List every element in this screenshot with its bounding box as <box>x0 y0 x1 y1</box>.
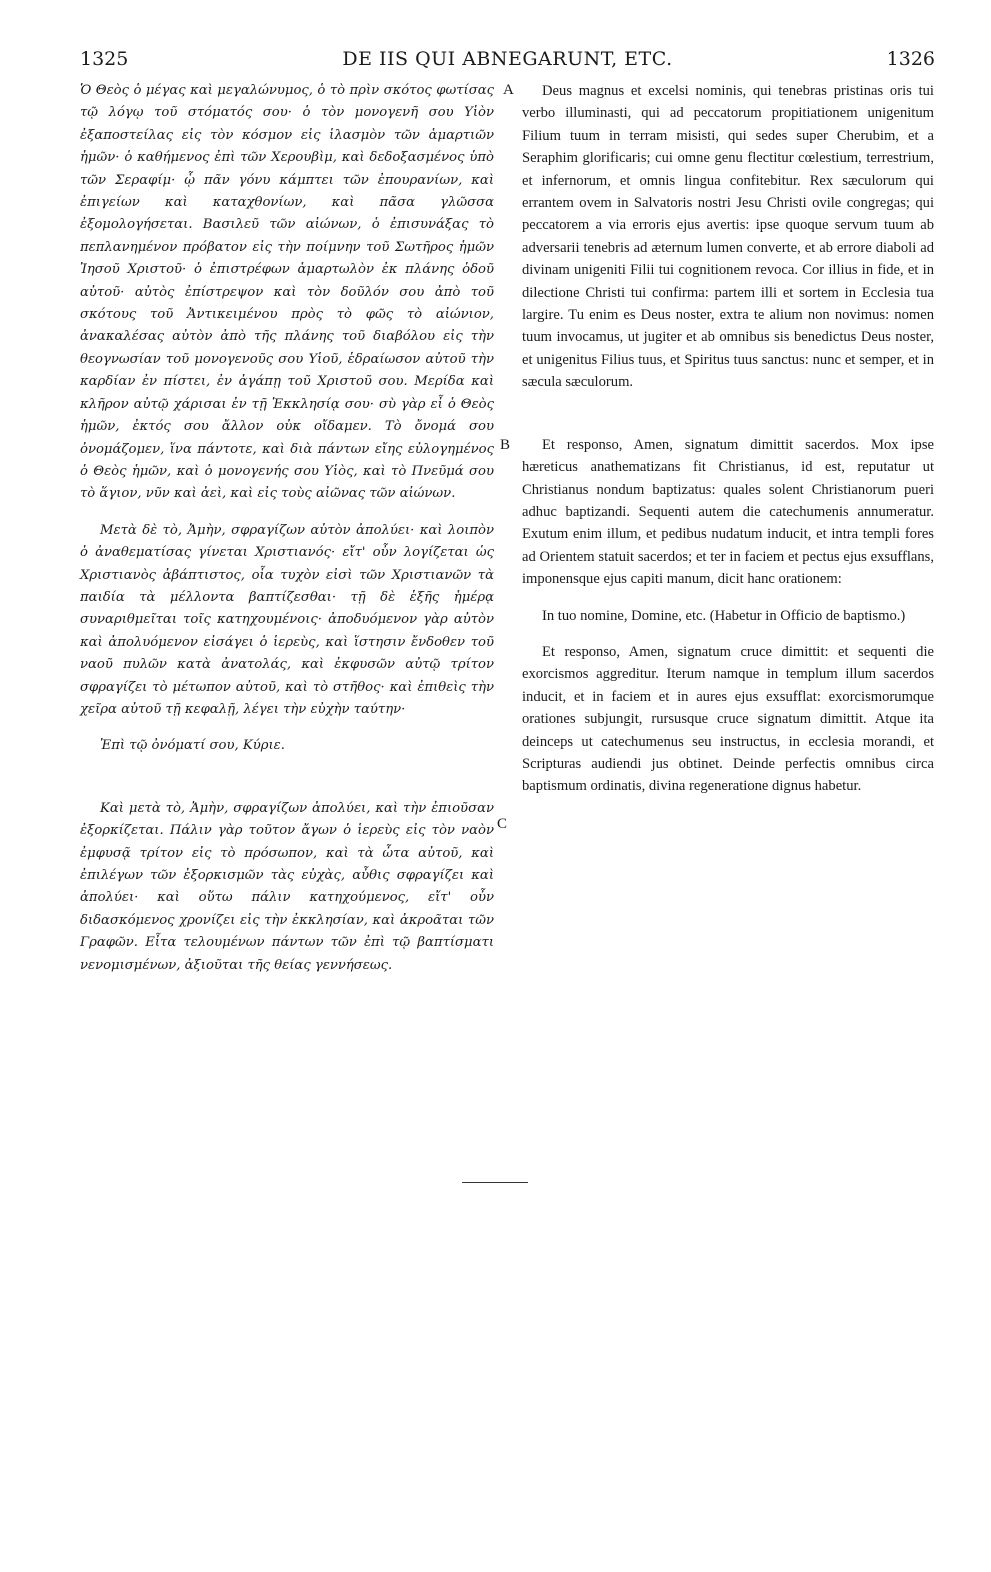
section-marker-b: B <box>500 437 511 453</box>
latin-incipit: In tuo nomine, Domine, etc. (Habetur in Officio de baptismo.) <box>542 607 906 624</box>
latin-rubric-paragraph: Et responso, Amen, signatum dimittit sacerdos. Mox ipse hæreticus anathematizans fit Christianus, id est, reputatur ut Christianus nondum baptizatus: quales solent Christianorum pueri adhuc baptizandi. Sequenti autem die catechumenis annumeratur. Exutum enim illum, et pedibus nudatum inducit, et intra templi fores ad Orientem statuit sacerdos; et ter in faciem et pectus ejus exsufflans, imponensque ejus capiti manum, dicit hanc orationem: <box>522 436 934 588</box>
section-marker-a: A <box>503 82 514 98</box>
greek-rubric-paragraph: Μετὰ δὲ τὸ, Ἀμὴν, σφραγίζων αὐτὸν ἀπολύει· καὶ λοιπὸν ὁ ἀναθεματίσας γίνεται Χριστιανός· εἴτ' οὖν λογίζεται ὡς Χριστιανὸς ἀβάπτιστος, οἷα τυχὸν εἰσὶ τῶν Χριστιανῶν τὰ παιδία τὰ μέλλοντα βαπτίζεσθαι· τῇ δὲ ἑξῆς ἡμέρᾳ συναριθμεῖται τοῖς κατηχουμένοις· ἀποδυόμενον γὰρ αὐτὸν καὶ ἀπολυόμενον εἰσάγει ὁ ἱερεὺς, καὶ ἵστησιν ἔνδοθεν τοῦ ναοῦ πυλῶν κατὰ ἀνατολάς, καὶ ἐκφυσῶν αὐτῷ τρίτον σφραγίζει τὸ μέτωπον αὐτοῦ, καὶ τὸ στῆθος· καὶ ἐπιθεὶς τὴν χεῖρα αὐτοῦ τῇ κεφαλῇ, λέγει τὴν εὐχὴν ταύτην· <box>80 522 494 717</box>
latin-column <box>522 80 934 798</box>
running-header <box>80 48 935 78</box>
latin-prayer-paragraph: Deus magnus et excelsi nominis, qui tenebras pristinas oris tui verbo illuminasti, qui ad peccatorum propitiationem unigenitum Filium tuum in terram misisti, qui sedes super Cherubim, et a Seraphim glorificaris; cui omne genu flectitur cœlestium, terrestrium, et infernorum, et omnis lingua confitebitur. Rex sæculorum qui errantem ovem in Salvatoris nostri Jesu Christi ovile congregas; qui peccatorem a via erroris ejus avertis: ipse quoque servum tuum ab adversarii tenebris ad æternum lumen converte, et ab errore diaboli ad divinam unigeniti Filii tui cognitionem revoca. Cor illius in fide, et in dilectione Christi tui confirma: partem illi et sortem in Ecclesia tua largire. Tu enim es Deus noster, extra te alium non novimus: nomen tuum invocamus, ut jugiter et ab omnibus sis benedictus Deus noster, et unigenitus Filius tuus, et Spiritus tuus sanctus: nunc et semper, et in sæcula sæculorum. <box>522 83 934 391</box>
latin-exorcism-paragraph: Et responso, Amen, signatum cruce dimittit: et sequenti die exorcismos aggreditur. Iterum namque in templum illum sacerdos inducit, et in faciem et in aures ejus exsufflat: exorcismorumque orationes subjungit, rursusque cruce signatum dimittit. Atque ita deinceps ut catechumenus seu instructus, in ecclesia morandi, et Scripturas audiendi jus obtinet. Deinde perfectis omnibus circa baptismum ordinatis, divina regeneratione dignus habetur. <box>522 643 934 795</box>
greek-prayer-paragraph: Ὁ Θεὸς ὁ μέγας καὶ μεγαλώνυμος, ὁ τὸ πρὶν σκότος φωτίσας τῷ λόγῳ τοῦ στόματός σου· ὁ τὸν μονογενῆ σου Υἱὸν ἐξαποστείλας εἰς τὸν κόσμον εἰς ἱλασμὸν τῶν ἁμαρτιῶν ἡμῶν· ὁ καθήμενος ἐπὶ τῶν Χερουβὶμ, καὶ δεδοξασμένος ὑπὸ τῶν Σεραφίμ· ᾧ πᾶν γόνυ κάμπτει τῶν ἐπουρανίων, καὶ ἐπιγείων καὶ καταχθονίων, καὶ πᾶσα γλῶσσα ἐξομολογήσεται. Βασιλεῦ τῶν αἰώνων, ὁ ἐπισυνάξας τὸ πεπλανημένον πρόβατον εἰς τὴν ποίμνην τοῦ Σωτῆρος ἡμῶν Ἰησοῦ Χριστοῦ· ὁ ἐπιστρέφων ἁμαρτωλὸν ἐκ πλάνης ὁδοῦ αὐτοῦ· αὐτὸς ἐπίστρεψον καὶ τὸν δοῦλόν σου ἀπὸ τοῦ σκότους τοῦ Ἀντικειμένου πρὸς τὸ φῶς τὸ αἰώνιον, ἀνακαλέσας αὐτὸν ἀπὸ τῆς πλάνης τοῦ διαβόλου εἰς τὴν θεογνωσίαν τοῦ μονογενοῦς σου Υἱοῦ, ἑδραίωσον αὐτοῦ τὴν καρδίαν ἐν πίστει, ἐν ἀγάπῃ τοῦ Χριστοῦ σου. Μερίδα καὶ κλῆρον αὐτῷ χάρισαι ἐν τῇ Ἐκκλησίᾳ σου· σὺ γὰρ εἶ ὁ Θεὸς ἡμῶν, ἐκτός σου ἄλλον οὐκ οἴδαμεν. Τὸ ὄνομά σου ὀνομάζομεν, ἵνα πάντοτε, καὶ διὰ πάντων εἴης εὐλογημένος ὁ Θεὸς ἡμῶν, καὶ ὁ μονογενής σου Υἱὸς, καὶ τὸ Πνεῦμά σου τὸ ἅγιον, νῦν καὶ ἀεὶ, καὶ εἰς τοὺς αἰῶνας τῶν αἰώνων. <box>80 83 494 502</box>
section-marker-c: C <box>497 816 508 832</box>
greek-column <box>80 80 494 977</box>
running-title: DE IIS QUI ABNEGARUNT, ETC. <box>342 48 673 70</box>
page-number-right: 1326 <box>886 48 935 70</box>
greek-incipit: Ἐπὶ τῷ ὀνόματί σου, Κύριε. <box>100 738 285 754</box>
footer-rule <box>462 1182 528 1183</box>
greek-exorcism-paragraph: Καὶ μετὰ τὸ, Ἀμὴν, σφραγίζων ἀπολύει, καὶ τὴν ἐπιοῦσαν ἐξορκίζεται. Πάλιν γὰρ τοῦτον ἄγων ὁ ἱερεὺς εἰς τὸν ναὸν ἐμφυσᾷ τρίτον εἰς τὸ πρόσωπον, καὶ τὰ ὦτα αὐτοῦ, καὶ ἐπιλέγων τῶν ἐξορκισμῶν τὰς εὐχὰς, αὖθις σφραγίζει καὶ ἀπολύει· καὶ οὕτω πάλιν κατηχούμενος, εἴτ' οὖν διδασκόμενος χρονίζει εἰς τὴν ἐκκλησίαν, καὶ ἀκροᾶται τῶν Γραφῶν. Εἶτα τελουμένων πάντων τῶν ἐπὶ τῷ βαπτίσματι νενομισμένων, ἀξιοῦται τῆς θείας γεννήσεως. <box>80 800 494 973</box>
page-number-left: 1325 <box>80 48 129 70</box>
